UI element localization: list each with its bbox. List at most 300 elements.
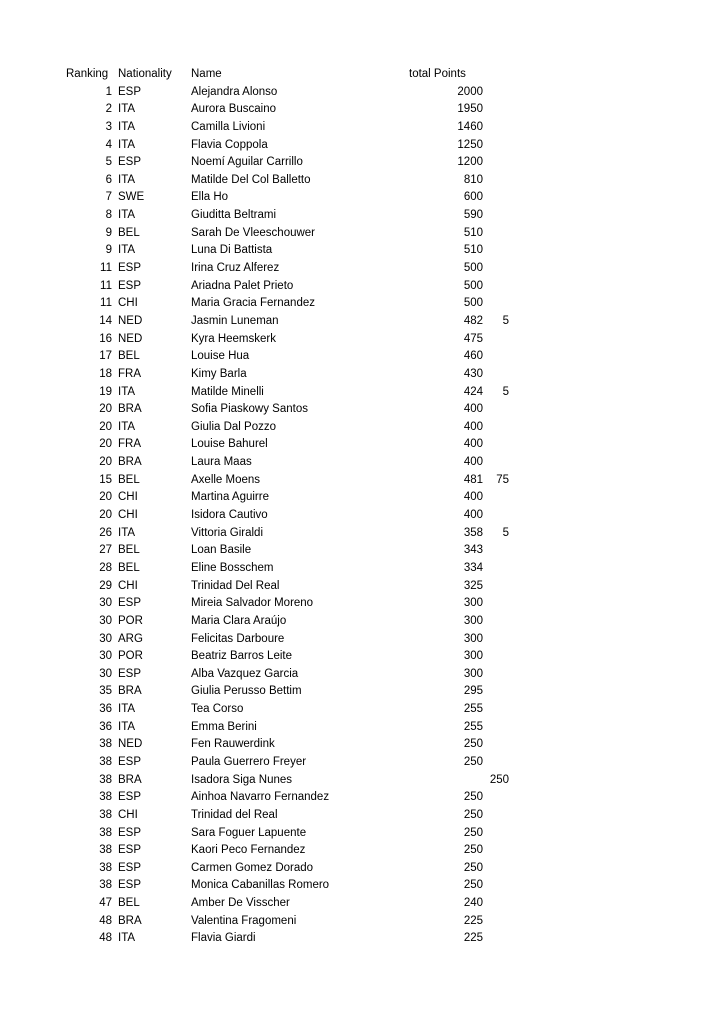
cell-extra — [483, 189, 509, 207]
cell-extra — [483, 295, 509, 313]
cell-extra — [483, 895, 509, 913]
cell-ranking: 6 — [105, 173, 112, 186]
cell-ranking: 18 — [99, 367, 112, 380]
cell-extra — [483, 683, 509, 701]
cell-extra — [483, 207, 509, 225]
cell-ranking: 38 — [99, 773, 112, 786]
header-name: Name — [191, 68, 222, 80]
cell-name: Beatriz Barros Leite — [191, 650, 292, 663]
cell-extra — [483, 242, 509, 260]
table-row — [66, 401, 509, 419]
cell-nationality: CHI — [118, 808, 138, 821]
cell-points: 250 — [463, 738, 483, 751]
cell-nationality: BEL — [118, 226, 140, 239]
cell-ranking: 38 — [99, 755, 112, 768]
cell-name: Mireia Salvador Moreno — [191, 597, 314, 610]
cell-ranking: 29 — [99, 579, 112, 592]
cell-nationality: ITA — [118, 244, 136, 257]
cell-extra — [483, 578, 509, 596]
cell-extra — [483, 595, 509, 613]
cell-nationality: BRA — [118, 685, 142, 698]
ranking-table — [66, 66, 509, 948]
cell-ranking: 20 — [99, 491, 112, 504]
cell-extra — [483, 736, 509, 754]
cell-ranking: 35 — [99, 685, 112, 698]
cell-points: 255 — [463, 703, 483, 716]
cell-nationality: ESP — [118, 279, 142, 292]
cell-nationality: ARG — [118, 632, 143, 645]
cell-nationality: ITA — [118, 120, 136, 133]
cell-points: 300 — [463, 614, 483, 627]
cell-nationality: ITA — [118, 209, 136, 222]
cell-points: 424 — [463, 385, 483, 398]
table-row — [66, 860, 509, 878]
cell-name: Irina Cruz Alferez — [191, 262, 280, 275]
cell-nationality: NED — [118, 738, 143, 751]
cell-points: 358 — [463, 526, 483, 539]
cell-extra — [483, 119, 509, 137]
cell-extra — [483, 930, 509, 948]
cell-ranking: 9 — [105, 226, 112, 239]
cell-points: 460 — [463, 350, 483, 363]
cell-points: 250 — [463, 808, 483, 821]
cell-points: 400 — [463, 420, 483, 433]
cell-nationality: ESP — [118, 262, 142, 275]
cell-nationality: SWE — [118, 191, 145, 204]
table-row — [66, 419, 509, 437]
cell-name: Kaori Peco Fernandez — [191, 844, 306, 857]
cell-ranking: 19 — [99, 385, 112, 398]
table-row — [66, 525, 509, 543]
table-row — [66, 613, 509, 631]
cell-nationality: BRA — [118, 456, 142, 469]
cell-points: 250 — [463, 791, 483, 804]
table-row — [66, 278, 509, 296]
cell-name: Alejandra Alonso — [191, 85, 278, 98]
cell-extra — [483, 436, 509, 454]
table-header-row — [66, 66, 509, 84]
cell-nationality: ESP — [118, 156, 142, 169]
cell-nationality: NED — [118, 332, 143, 345]
table-row — [66, 472, 509, 490]
cell-name: Kyra Heemskerk — [191, 332, 276, 345]
cell-nationality: ESP — [118, 861, 142, 874]
cell-nationality: NED — [118, 314, 143, 327]
cell-ranking: 38 — [99, 826, 112, 839]
cell-ranking: 20 — [99, 456, 112, 469]
cell-points: 500 — [463, 297, 483, 310]
cell-points: 325 — [463, 579, 483, 592]
cell-extra — [483, 719, 509, 737]
cell-name: Trinidad del Real — [191, 808, 278, 821]
cell-nationality: BEL — [118, 544, 140, 557]
cell-name: Flavia Coppola — [191, 138, 268, 151]
cell-points: 810 — [463, 173, 483, 186]
table-row — [66, 807, 509, 825]
cell-name: Camilla Livioni — [191, 120, 266, 133]
table-row — [66, 595, 509, 613]
table-body — [66, 84, 509, 948]
cell-ranking: 30 — [99, 632, 112, 645]
cell-extra — [483, 542, 509, 560]
table-row — [66, 789, 509, 807]
cell-name: Giulia Perusso Bettim — [191, 685, 302, 698]
cell-ranking: 36 — [99, 720, 112, 733]
cell-points: 1950 — [457, 103, 483, 116]
table-row — [66, 560, 509, 578]
cell-name: Loan Basile — [191, 544, 252, 557]
cell-ranking: 16 — [99, 332, 112, 345]
cell-points: 500 — [463, 262, 483, 275]
cell-ranking: 30 — [99, 667, 112, 680]
cell-extra — [483, 137, 509, 155]
cell-nationality: BRA — [118, 403, 142, 416]
table-row — [66, 930, 509, 948]
table-row — [66, 313, 509, 331]
cell-name: Matilde Minelli — [191, 385, 264, 398]
cell-ranking: 20 — [99, 420, 112, 433]
cell-points: 250 — [463, 755, 483, 768]
table-row — [66, 542, 509, 560]
cell-extra — [483, 860, 509, 878]
cell-ranking: 48 — [99, 914, 112, 927]
table-row — [66, 172, 509, 190]
cell-ranking: 5 — [105, 156, 112, 169]
cell-extra — [483, 613, 509, 631]
cell-name: Maria Clara Araújo — [191, 614, 287, 627]
cell-name: Sara Foguer Lapuente — [191, 826, 307, 839]
cell-nationality: FRA — [118, 438, 141, 451]
cell-name: Alba Vazquez Garcia — [191, 667, 299, 680]
cell-ranking: 8 — [105, 209, 112, 222]
cell-name: Sarah De Vleeschouwer — [191, 226, 316, 239]
cell-extra — [483, 631, 509, 649]
cell-ranking: 28 — [99, 561, 112, 574]
cell-nationality: ITA — [118, 173, 136, 186]
table-row — [66, 489, 509, 507]
cell-name: Laura Maas — [191, 456, 252, 469]
cell-nationality: BEL — [118, 561, 140, 574]
cell-points: 481 — [463, 473, 483, 486]
cell-extra — [483, 666, 509, 684]
cell-ranking: 11 — [100, 262, 112, 275]
cell-points — [409, 772, 483, 790]
cell-name: Giulia Dal Pozzo — [191, 420, 277, 433]
cell-points: 400 — [463, 403, 483, 416]
cell-extra: 75 — [496, 473, 509, 486]
cell-extra: 5 — [502, 314, 509, 327]
cell-points: 334 — [463, 561, 483, 574]
cell-nationality: ITA — [118, 138, 136, 151]
cell-ranking: 3 — [105, 120, 112, 133]
cell-points: 500 — [463, 279, 483, 292]
cell-ranking: 48 — [99, 932, 112, 945]
table-row — [66, 154, 509, 172]
cell-ranking: 14 — [99, 314, 112, 327]
cell-extra — [483, 331, 509, 349]
cell-name: Noemí Aguilar Carrillo — [191, 156, 303, 169]
cell-ranking: 9 — [105, 244, 112, 257]
cell-name: Louise Bahurel — [191, 438, 268, 451]
cell-extra: 5 — [502, 526, 509, 539]
cell-name: Jasmin Luneman — [191, 314, 279, 327]
table-row — [66, 101, 509, 119]
cell-points: 300 — [463, 632, 483, 645]
cell-nationality: CHI — [118, 579, 138, 592]
cell-nationality: ESP — [118, 791, 142, 804]
cell-name: Ella Ho — [191, 191, 229, 204]
cell-nationality: CHI — [118, 509, 138, 522]
cell-points: 250 — [463, 861, 483, 874]
cell-points: 300 — [463, 650, 483, 663]
cell-nationality: ITA — [118, 385, 136, 398]
table-row — [66, 772, 509, 790]
cell-nationality: ITA — [118, 720, 136, 733]
cell-extra — [483, 754, 509, 772]
table-row — [66, 701, 509, 719]
table-row — [66, 436, 509, 454]
cell-nationality: FRA — [118, 367, 141, 380]
cell-extra — [483, 877, 509, 895]
cell-points: 240 — [463, 897, 483, 910]
cell-ranking: 11 — [100, 279, 112, 292]
cell-nationality: ITA — [118, 932, 136, 945]
cell-extra — [483, 913, 509, 931]
cell-name: Isadora Siga Nunes — [191, 773, 293, 786]
cell-extra — [483, 419, 509, 437]
table-row — [66, 666, 509, 684]
cell-name: Vittoria Giraldi — [191, 526, 264, 539]
header-extra — [483, 66, 509, 84]
cell-nationality: ESP — [118, 85, 142, 98]
cell-points: 400 — [463, 491, 483, 504]
cell-nationality: ITA — [118, 420, 136, 433]
cell-extra — [483, 260, 509, 278]
cell-ranking: 30 — [99, 650, 112, 663]
cell-name: Emma Berini — [191, 720, 257, 733]
table-row — [66, 877, 509, 895]
table-row — [66, 842, 509, 860]
cell-ranking: 1 — [105, 85, 112, 98]
cell-points: 475 — [463, 332, 483, 345]
cell-nationality: POR — [118, 614, 143, 627]
table-row — [66, 384, 509, 402]
cell-name: Eline Bosschem — [191, 561, 274, 574]
cell-ranking: 30 — [99, 614, 112, 627]
cell-name: Paula Guerrero Freyer — [191, 755, 307, 768]
cell-nationality: BEL — [118, 350, 140, 363]
cell-extra — [483, 489, 509, 507]
cell-name: Maria Gracia Fernandez — [191, 297, 315, 310]
cell-extra — [483, 278, 509, 296]
cell-ranking: 4 — [105, 138, 112, 151]
cell-nationality: ESP — [118, 755, 142, 768]
cell-extra — [483, 648, 509, 666]
cell-ranking: 38 — [99, 791, 112, 804]
header-nationality: Nationality — [118, 68, 172, 80]
cell-points: 510 — [463, 226, 483, 239]
table-row — [66, 189, 509, 207]
cell-ranking: 30 — [99, 597, 112, 610]
table-row — [66, 913, 509, 931]
cell-ranking: 47 — [99, 897, 112, 910]
cell-ranking: 20 — [99, 403, 112, 416]
cell-ranking: 38 — [99, 844, 112, 857]
cell-ranking: 26 — [99, 526, 112, 539]
cell-points: 430 — [463, 367, 483, 380]
cell-extra — [483, 101, 509, 119]
cell-nationality: ESP — [118, 667, 142, 680]
cell-nationality: BRA — [118, 914, 142, 927]
cell-extra — [483, 507, 509, 525]
table-row — [66, 84, 509, 102]
cell-nationality: BEL — [118, 897, 140, 910]
table-row — [66, 207, 509, 225]
cell-name: Fen Rauwerdink — [191, 738, 275, 751]
table-row — [66, 331, 509, 349]
cell-ranking: 17 — [99, 350, 112, 363]
cell-name: Sofia Piaskowy Santos — [191, 403, 308, 416]
cell-ranking: 38 — [99, 738, 112, 751]
cell-points: 1460 — [457, 120, 483, 133]
cell-name: Martina Aguirre — [191, 491, 269, 504]
cell-ranking: 38 — [99, 861, 112, 874]
table-row — [66, 736, 509, 754]
table-row — [66, 578, 509, 596]
cell-extra — [483, 401, 509, 419]
table-row — [66, 137, 509, 155]
cell-points: 250 — [463, 879, 483, 892]
cell-name: Amber De Visscher — [191, 897, 290, 910]
cell-points: 590 — [463, 209, 483, 222]
cell-name: Louise Hua — [191, 350, 250, 363]
cell-name: Flavia Giardi — [191, 932, 256, 945]
cell-points: 250 — [463, 844, 483, 857]
cell-extra — [483, 789, 509, 807]
header-ranking: Ranking — [66, 68, 109, 80]
table-row — [66, 348, 509, 366]
table-row — [66, 295, 509, 313]
cell-ranking: 27 — [99, 544, 112, 557]
table-row — [66, 242, 509, 260]
cell-extra — [483, 454, 509, 472]
table-row — [66, 225, 509, 243]
cell-ranking: 20 — [99, 438, 112, 451]
table-row — [66, 631, 509, 649]
cell-ranking: 2 — [105, 103, 112, 116]
cell-ranking: 15 — [99, 473, 112, 486]
cell-points: 600 — [463, 191, 483, 204]
table-row — [66, 454, 509, 472]
table-row — [66, 260, 509, 278]
cell-name: Aurora Buscaino — [191, 103, 277, 116]
cell-nationality: BRA — [118, 773, 142, 786]
cell-nationality: ESP — [118, 879, 142, 892]
cell-name: Trinidad Del Real — [191, 579, 280, 592]
cell-points: 250 — [463, 826, 483, 839]
cell-extra — [483, 807, 509, 825]
cell-points: 225 — [463, 914, 483, 927]
cell-ranking: 7 — [105, 191, 112, 204]
cell-ranking: 38 — [99, 808, 112, 821]
cell-points: 300 — [463, 597, 483, 610]
cell-name: Isidora Cautivo — [191, 509, 268, 522]
cell-extra — [483, 154, 509, 172]
table-row — [66, 507, 509, 525]
cell-points: 295 — [463, 685, 483, 698]
cell-extra: 5 — [502, 385, 509, 398]
cell-name: Luna Di Battista — [191, 244, 273, 257]
cell-name: Tea Corso — [191, 703, 244, 716]
cell-points: 1200 — [457, 156, 483, 169]
cell-points: 225 — [463, 932, 483, 945]
cell-points: 255 — [463, 720, 483, 733]
cell-points: 482 — [463, 314, 483, 327]
cell-name: Giuditta Beltrami — [191, 209, 277, 222]
cell-points: 510 — [463, 244, 483, 257]
cell-ranking: 20 — [99, 509, 112, 522]
cell-name: Matilde Del Col Balletto — [191, 173, 311, 186]
cell-name: Valentina Fragomeni — [191, 914, 297, 927]
cell-extra — [483, 348, 509, 366]
cell-points: 343 — [463, 544, 483, 557]
cell-name: Ainhoa Navarro Fernandez — [191, 791, 330, 804]
table-row — [66, 754, 509, 772]
table-row — [66, 719, 509, 737]
cell-name: Kimy Barla — [191, 367, 247, 380]
cell-ranking: 11 — [100, 297, 112, 310]
cell-points: 1250 — [457, 138, 483, 151]
header-total-points: total Points — [409, 68, 466, 80]
cell-extra — [483, 225, 509, 243]
cell-nationality: ITA — [118, 703, 136, 716]
cell-nationality: ESP — [118, 826, 142, 839]
table-row — [66, 683, 509, 701]
cell-extra — [483, 560, 509, 578]
cell-nationality: CHI — [118, 297, 138, 310]
cell-points: 400 — [463, 509, 483, 522]
cell-extra — [483, 366, 509, 384]
cell-nationality: CHI — [118, 491, 138, 504]
cell-points: 2000 — [457, 85, 483, 98]
cell-nationality: POR — [118, 650, 143, 663]
cell-extra — [483, 84, 509, 102]
cell-extra — [483, 172, 509, 190]
cell-name: Felicitas Darboure — [191, 632, 285, 645]
cell-points: 300 — [463, 667, 483, 680]
table-row — [66, 895, 509, 913]
cell-points: 400 — [463, 438, 483, 451]
cell-nationality: BEL — [118, 473, 140, 486]
cell-nationality: ITA — [118, 526, 136, 539]
cell-extra — [483, 825, 509, 843]
cell-points: 400 — [463, 456, 483, 469]
table-row — [66, 825, 509, 843]
cell-name: Ariadna Palet Prieto — [191, 279, 294, 292]
cell-ranking: 38 — [99, 879, 112, 892]
cell-name: Carmen Gomez Dorado — [191, 861, 314, 874]
cell-name: Axelle Moens — [191, 473, 261, 486]
cell-nationality: ESP — [118, 597, 142, 610]
cell-ranking: 36 — [99, 703, 112, 716]
cell-name: Monica Cabanillas Romero — [191, 879, 330, 892]
table-row — [66, 366, 509, 384]
table-row — [66, 648, 509, 666]
cell-extra — [483, 842, 509, 860]
cell-nationality: ITA — [118, 103, 136, 116]
cell-extra: 250 — [489, 773, 509, 786]
table-row — [66, 119, 509, 137]
